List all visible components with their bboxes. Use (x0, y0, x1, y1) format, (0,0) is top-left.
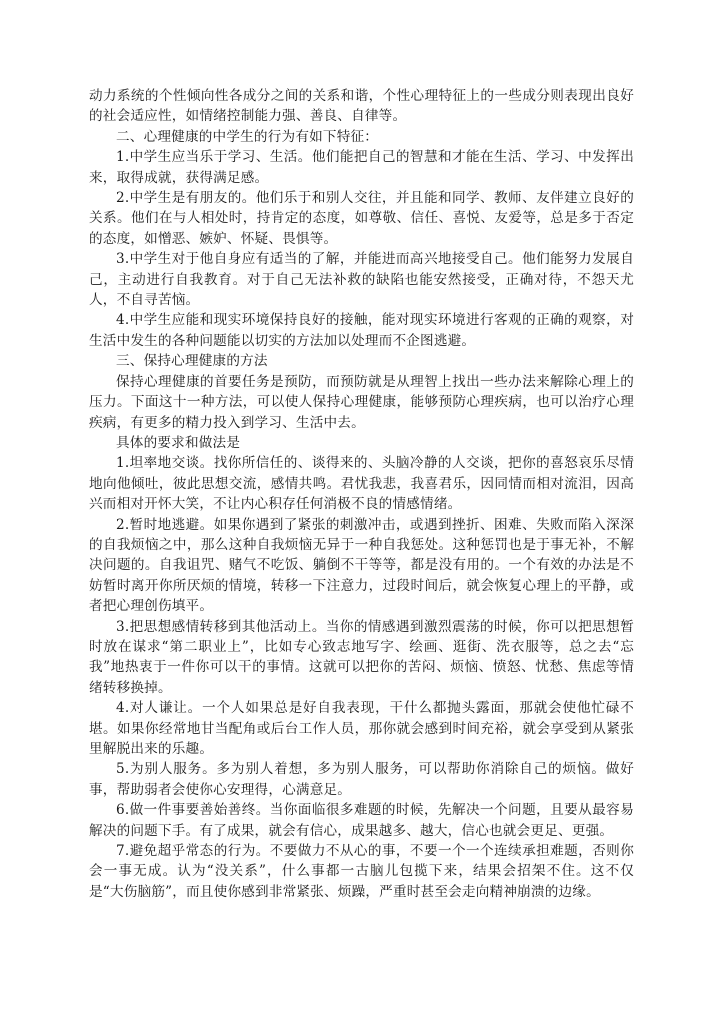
paragraph-trait-1: 1.中学生应当乐于学习、生活。他们能把自己的智慧和才能在生活、学习、中发挥出来，取得成就，获得满足感。 (89, 149, 634, 186)
paragraph-trait-2: 2.中学生是有朋友的。他们乐于和别人交往，并且能和同学、教师、友伴建立良好的关系。他们在与人相处时，持肯定的态度，如尊敬、信任、喜悦、友爱等，总是多于否定的态度，如憎恶、嫉妒、怀疑、畏惧等。 (89, 190, 634, 247)
paragraph-method-7: 7.避免超乎常态的行为。不要做力不从心的事，不要一个一个连续承担难题，否则你会一事无成。认为“没关系”，什么事都一古脑儿包揽下来，结果会招架不住。这不仅是“大伤脑筋”，而且使你感到非常紧张、烦躁，严重时甚至会走向精神崩溃的边缘。 (89, 843, 634, 900)
section-heading-methods: 三、保持心理健康的方法 (116, 353, 268, 370)
document-body (89, 86, 634, 902)
paragraph-continuation: 动力系统的个性倾向性各成分之间的关系和谐，个性心理特征上的一些成分则表现出良好的社会适应性，如情绪控制能力强、善良、自律等。 (89, 88, 634, 125)
paragraph-requirements-lead: 具体的要求和做法是 (116, 434, 241, 451)
section-heading-behavior-traits: 二、心理健康的中学生的行为有如下特征： (116, 128, 379, 145)
paragraph-method-2: 2.暂时地逃避。如果你遇到了紧张的刺激冲击，或遇到挫折、困难、失败而陷入深深的自我烦恼之中，那么这种自我烦恼无异于一种自我惩处。这种惩罚也是于事无补，不解决问题的。自我诅咒、赌气不吃饭、躺倒不干等等，都是没有用的。一个有效的办法是不妨暂时离开你所厌烦的情境，转移一下注意力，过段时间后，就会恢复心理上的平静，或者把心理创伤填平。 (89, 516, 634, 615)
paragraph-method-6: 6.做一件事要善始善终。当你面临很多难题的时候，先解决一个问题，且要从最容易解决的问题下手。有了成果，就会有信心，成果越多、越大，信心也就会更足、更强。 (89, 802, 634, 839)
paragraph-method-4: 4.对人谦让。一个人如果总是好自我表现，干什么都抛头露面，那就会使他忙碌不堪。如果你经常地甘当配角或后台工作人员，那你就会感到时间充裕，就会享受到从紧张里解脱出来的乐趣。 (89, 700, 634, 757)
paragraph-method-3: 3.把思想感情转移到其他活动上。当你的情感遇到激烈震荡的时候，你可以把思想暂时放在谋求“第二职业上”，比如专心致志地写字、绘画、逛街、洗衣服等，总之去“忘我”地热衷于一件你可以干的事情。这就可以把你的苦闷、烦恼、愤怒、忧愁、焦虑等情绪转移换掉。 (89, 618, 634, 696)
paragraph-method-5: 5.为别人服务。多为别人着想，多为别人服务，可以帮助你消除自己的烦恼。做好事，帮助弱者会使你心安理得，心满意足。 (89, 761, 634, 798)
paragraph-methods-intro: 保持心理健康的首要任务是预防，而预防就是从理智上找出一些办法来解除心理上的压力。下面这十一种方法，可以使人保持心理健康，能够预防心理疾病，也可以治疗心理疾病，有更多的精力投入到学习、生活中去。 (89, 373, 634, 431)
paragraph-trait-4: 4.中学生应能和现实环境保持良好的接触，能对现实环境进行客观的正确的观察，对生活中发生的各种问题能以切实的方法加以处理而不企图逃避。 (89, 312, 634, 349)
paragraph-method-1: 1.坦率地交谈。找你所信任的、谈得来的、头脑冷静的人交谈，把你的喜怒哀乐尽情地向他倾吐，彼此思想交流，感情共鸣。君忧我悲，我喜君乐，因同情而相对流泪，因高兴而相对开怀大笑，不让内心积存任何消极不良的情感情绪。 (89, 455, 634, 513)
paragraph-trait-3: 3.中学生对于他自身应有适当的了解，并能进而高兴地接受自己。他们能努力发展自己，主动进行自我教育。对于自己无法补救的缺陷也能安然接受，正确对待，不怨天尤人，不自寻苦恼。 (89, 251, 634, 309)
